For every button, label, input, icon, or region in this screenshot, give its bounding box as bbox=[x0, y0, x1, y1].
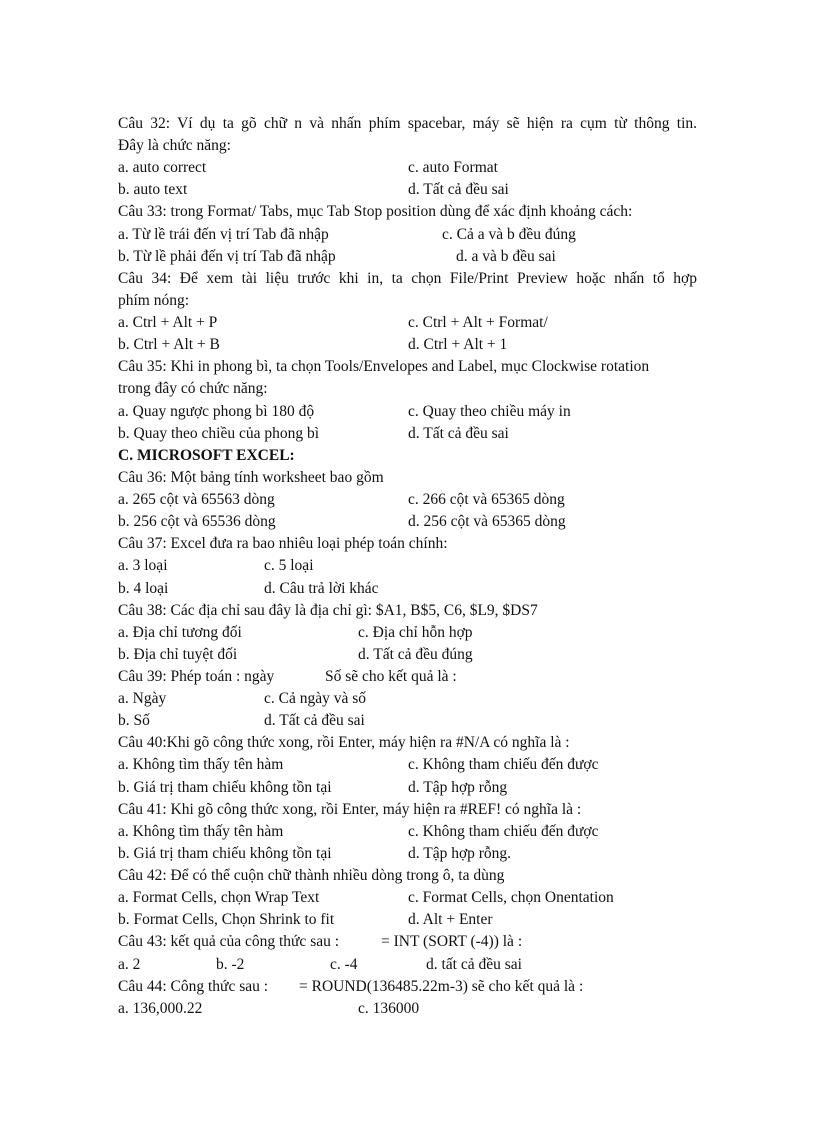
question-line: Câu 33: trong Format/ Tabs, mục Tab Stop position dùng để xác định khoảng cách: bbox=[118, 203, 633, 221]
question-line: Câu 32: Ví dụ ta gõ chữ n và nhấn phím spacebar, máy sẽ hiện ra cụm từ thông tin. bbox=[118, 115, 697, 132]
answer-option: d. tất cả đều sai bbox=[426, 955, 522, 973]
answer-option: c. Không tham chiếu đến được bbox=[408, 822, 599, 840]
question-line: Câu 43: kết quả của công thức sau : bbox=[118, 933, 340, 951]
answer-option: c. auto Format bbox=[408, 159, 498, 177]
answer-option: d. Câu trả lời khác bbox=[264, 579, 379, 597]
answer-option: d. Tập hợp rỗng. bbox=[408, 844, 512, 862]
answer-option: d. Tất cả đều sai bbox=[264, 712, 365, 730]
question-line: Câu 44: Công thức sau : bbox=[118, 977, 269, 995]
answer-option: c. -4 bbox=[330, 955, 358, 973]
question-line: a. Từ lề trái đến vị trí Tab đã nhập bbox=[118, 225, 329, 243]
question-line: a. Format Cells, chọn Wrap Text bbox=[118, 889, 320, 907]
question-line: b. Địa chỉ tuyệt đối bbox=[118, 645, 238, 663]
answer-option: = INT (SORT (-4)) là : bbox=[381, 933, 523, 951]
answer-option: = ROUND(136485.22m-3) sẽ cho kết quả là : bbox=[299, 977, 584, 995]
answer-option: c. Ctrl + Alt + Format/ bbox=[408, 314, 548, 332]
question-line: Câu 39: Phép toán : ngày bbox=[118, 668, 275, 685]
question-line: b. Quay theo chiều của phong bì bbox=[118, 424, 320, 442]
question-line: a. Ngày bbox=[118, 690, 167, 708]
question-line: C. MICROSOFT EXCEL: bbox=[118, 446, 295, 464]
question-line: Câu 34: Để xem tài liệu trước khi in, ta chọn File/Print Preview hoặc nhấn tổ hợp bbox=[118, 269, 697, 287]
question-line: b. Từ lề phải đến vị trí Tab đã nhập bbox=[118, 247, 336, 265]
question-line: b. 256 cột và 65536 dòng bbox=[118, 513, 276, 531]
answer-option: c. Cả a và b đều đúng bbox=[442, 225, 576, 243]
question-line: a. 3 loại bbox=[118, 557, 168, 575]
question-line: b. Ctrl + Alt + B bbox=[118, 336, 220, 354]
question-line: b. Số bbox=[118, 712, 150, 730]
answer-option: d. Tập hợp rỗng bbox=[408, 778, 508, 796]
question-line: Câu 38: Các địa chỉ sau đây là địa chỉ gì: $A1, B$5, C6, $L9, $DS7 bbox=[118, 601, 538, 619]
question-line: Đây là chức năng: bbox=[118, 137, 231, 155]
question-line: Câu 42: Để có thể cuộn chữ thành nhiều dòng trong ô, ta dùng bbox=[118, 867, 505, 885]
answer-option: c. 136000 bbox=[358, 999, 420, 1017]
answer-option: c. Không tham chiếu đến được bbox=[408, 756, 599, 774]
question-line: a. 265 cột và 65563 dòng bbox=[118, 491, 275, 509]
answer-option: d. Tất cả đều sai bbox=[408, 424, 509, 442]
question-line: a. 136,000.22 bbox=[118, 999, 203, 1017]
question-line: b. Giá trị tham chiếu không tồn tại bbox=[118, 778, 332, 796]
answer-option: Số sẽ cho kết quả là : bbox=[325, 668, 457, 685]
answer-option: c. Format Cells, chọn Onentation bbox=[408, 889, 614, 907]
answer-option: c. 5 loại bbox=[264, 557, 314, 575]
answer-option: d. Tất cả đều sai bbox=[408, 181, 509, 199]
answer-option: c. Quay theo chiều máy in bbox=[408, 402, 571, 420]
question-line: Câu 37: Excel đưa ra bao nhiêu loại phép toán chính: bbox=[118, 535, 448, 553]
question-line: b. Giá trị tham chiếu không tồn tại bbox=[118, 844, 332, 862]
question-line: b. 4 loại bbox=[118, 579, 169, 597]
question-line: trong đây có chức năng: bbox=[118, 380, 268, 398]
question-line: a. Ctrl + Alt + P bbox=[118, 314, 218, 332]
answer-option: d. Alt + Enter bbox=[408, 911, 493, 929]
answer-option: c. 266 cột và 65365 dòng bbox=[408, 491, 565, 509]
question-line: b. auto text bbox=[118, 181, 188, 199]
question-line: a. Quay ngược phong bì 180 độ bbox=[118, 402, 315, 420]
answer-option: d. 256 cột và 65365 dòng bbox=[408, 513, 566, 531]
question-line: Câu 40:Khi gõ công thức xong, rồi Enter, máy hiện ra #N/A có nghĩa là : bbox=[118, 734, 570, 752]
question-line: b. Format Cells, Chọn Shrink to fit bbox=[118, 911, 335, 929]
answer-option: d. Ctrl + Alt + 1 bbox=[408, 336, 508, 354]
question-line: Câu 35: Khi in phong bì, ta chọn Tools/Envelopes and Label, mục Clockwise rotation bbox=[118, 358, 650, 376]
answer-option: c. Địa chỉ hỗn hợp bbox=[358, 623, 473, 641]
answer-option: b. -2 bbox=[216, 955, 245, 973]
question-line: a. Địa chỉ tương đối bbox=[118, 623, 242, 641]
question-line: a. 2 bbox=[118, 955, 141, 973]
question-line: a. Không tìm thấy tên hàm bbox=[118, 822, 284, 840]
question-line: a. auto correct bbox=[118, 159, 207, 177]
question-line: Câu 36: Một bảng tính worksheet bao gồm bbox=[118, 468, 384, 486]
answer-option: c. Cả ngày và số bbox=[264, 690, 367, 708]
answer-option: d. a và b đều sai bbox=[456, 247, 556, 265]
question-line: Câu 41: Khi gõ công thức xong, rồi Enter, máy hiện ra #REF! có nghĩa là : bbox=[118, 800, 582, 818]
question-line: a. Không tìm thấy tên hàm bbox=[118, 756, 284, 774]
answer-option: d. Tất cả đều đúng bbox=[358, 645, 473, 663]
question-line: phím nóng: bbox=[118, 291, 190, 309]
